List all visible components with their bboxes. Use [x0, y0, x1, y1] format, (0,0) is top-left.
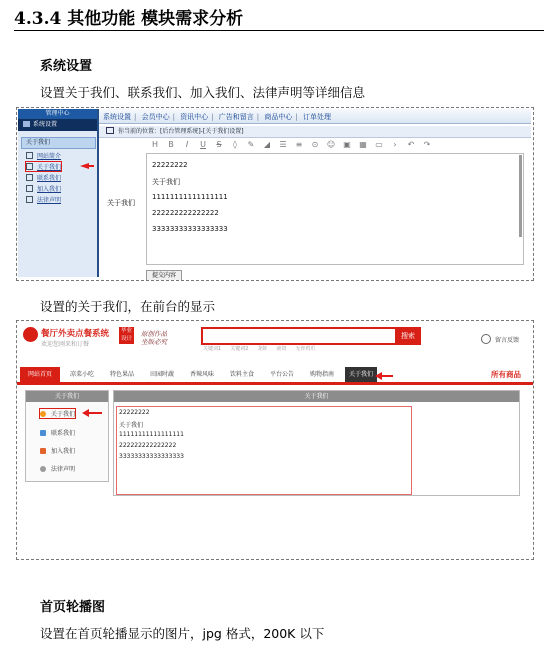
feedback-link[interactable] [481, 334, 519, 344]
numbered-list-icon[interactable]: ≡ [295, 140, 303, 149]
editor-line: 关于我们 [152, 178, 180, 186]
system-settings-description: 设置关于我们、联系我们、加入我们、法律声明等详细信息 [40, 85, 366, 100]
side-item-label: 关于我们 [51, 411, 76, 418]
admin-link-label: 加入我们 [37, 186, 62, 193]
content-line: 22222222 [119, 409, 150, 416]
admin-breadcrumb [99, 126, 531, 138]
hot-keyword[interactable]: 关键词1 [203, 346, 222, 352]
admin-link-legal[interactable] [26, 195, 61, 204]
slogan [141, 330, 167, 346]
admin-sidebar-selected-label: 系统设置 [33, 121, 58, 128]
search-button[interactable]: 搜索 [395, 327, 421, 345]
carousel-title: 首页轮播图 [40, 600, 106, 615]
carousel-description: 设置在首页轮播显示的图片，jpg 格式，200K 以下 [40, 626, 325, 641]
admin-sidebar-header: 管理中心 [18, 109, 97, 119]
front-sidebar [25, 390, 109, 482]
about-icon [40, 411, 46, 417]
admin-link-join[interactable] [26, 184, 61, 193]
page-icon [26, 196, 33, 203]
nav-item[interactable]: 凉菜小吃 [69, 371, 94, 378]
nav-item[interactable]: 平台公告 [269, 371, 294, 378]
folder-icon [23, 121, 30, 127]
admin-link-label: 网站简介 [37, 153, 62, 160]
slogan-line: 坐版必究 [141, 338, 167, 346]
admin-nav-item[interactable]: 会员中心 [141, 113, 170, 121]
admin-nav-item[interactable]: 订单处理 [302, 113, 331, 121]
admin-nav-item[interactable]: 系统设置 [103, 113, 131, 121]
content-line: 222222222222222 [119, 442, 177, 449]
join-icon [40, 448, 46, 454]
side-item-legal[interactable] [40, 464, 75, 473]
editor-line: 11111111111111111 [152, 193, 228, 201]
nav-item[interactable]: 田园时蔬 [149, 371, 174, 378]
video-icon[interactable]: ▭ [375, 140, 383, 149]
admin-nav-item[interactable]: 商品中心 [264, 113, 293, 121]
editor-line: 22222222 [152, 161, 188, 169]
image-icon[interactable]: ▣ [343, 140, 351, 149]
feedback-label: 留言反馈 [495, 337, 520, 344]
strikethrough-icon[interactable]: S [216, 140, 222, 149]
front-caption: 设置的关于我们，在前台的显示 [40, 299, 216, 314]
side-item-label: 加入我们 [51, 448, 76, 455]
admin-group-title-label: 关于我们 [26, 139, 51, 146]
gear-icon [40, 466, 46, 472]
admin-link-about[interactable] [26, 162, 61, 171]
side-item-label: 联系我们 [51, 430, 76, 437]
hot-keyword[interactable]: 龙虾 [257, 346, 268, 352]
table-icon[interactable]: ▦ [359, 140, 367, 149]
nav-about-active[interactable]: 关于我们 [345, 367, 377, 382]
side-item-label: 法律声明 [51, 466, 76, 473]
about-editor[interactable] [146, 153, 524, 265]
editor-line: 33333333333333333 [152, 225, 228, 233]
admin-breadcrumb-text: 你当前的位置：[后台管理系统]-[关于我们设置] [118, 128, 244, 135]
window-icon [106, 127, 114, 134]
italic-icon[interactable]: I [185, 140, 189, 149]
content-line: 关于我们 [119, 422, 144, 429]
hot-keywords [203, 345, 324, 352]
bullet-list-icon[interactable]: ☰ [279, 140, 287, 149]
eraser-icon[interactable]: ◊ [233, 140, 237, 149]
emoji-icon[interactable]: ☺ [326, 140, 336, 149]
logo-icon [23, 327, 38, 342]
front-main-panel [113, 390, 520, 496]
nav-home[interactable]: 网站首页 [20, 367, 60, 382]
front-main-header: 关于我们 [114, 391, 519, 402]
admin-group-title[interactable] [21, 137, 96, 149]
editor-scrollbar[interactable] [519, 155, 522, 237]
nav-item[interactable]: 特色果品 [109, 371, 134, 378]
color-icon[interactable]: ◢ [263, 140, 271, 149]
content-line: 33333333333333333 [119, 453, 184, 460]
front-main-nav [17, 367, 533, 385]
design-badge: 毕业设计 [120, 328, 132, 342]
admin-nav-item[interactable]: 广告和留言 [218, 113, 254, 121]
logo-subtitle: 欢迎您刚来和订餐 [41, 341, 90, 348]
brush-icon[interactable]: ✎ [247, 140, 255, 149]
admin-screenshot [16, 107, 534, 281]
admin-nav-item[interactable]: 资讯中心 [180, 113, 209, 121]
side-item-about[interactable] [40, 409, 75, 418]
hot-keyword[interactable]: 液饲 [276, 346, 287, 352]
side-item-join[interactable] [40, 446, 75, 455]
logo-title[interactable]: 餐厅外卖点餐系统 [41, 329, 110, 339]
page-icon [26, 185, 33, 192]
feedback-icon [481, 334, 491, 344]
all-products-link[interactable]: 所有商品 [491, 370, 521, 379]
admin-top-nav [99, 109, 531, 124]
side-item-contact[interactable] [40, 428, 75, 437]
admin-link-intro[interactable] [26, 151, 61, 160]
red-arrow-icon [374, 371, 394, 381]
slogan-line: 原创作品 [141, 330, 167, 338]
contact-icon [40, 430, 46, 436]
submit-button[interactable]: 提交内容 [146, 270, 182, 281]
front-about-content [116, 406, 412, 495]
content-line: 11111111111111111 [119, 431, 184, 438]
search-input[interactable] [201, 327, 397, 345]
heading-icon[interactable]: H [151, 140, 158, 149]
underline-icon[interactable]: U [200, 140, 206, 149]
system-settings-title: 系统设置 [40, 59, 93, 74]
section-heading: 4.3.4 其他功能 模块需求分析 [14, 9, 244, 29]
admin-sidebar [18, 109, 99, 277]
editor-line: 222222222222222 [152, 209, 219, 217]
source-icon[interactable]: › [393, 140, 397, 149]
page-icon [26, 163, 33, 170]
undo-icon[interactable]: ↶ [407, 140, 415, 149]
red-arrow-icon [79, 161, 95, 171]
front-sidebar-header: 关于我们 [26, 391, 108, 402]
nav-item[interactable]: 饮料主食 [229, 371, 254, 378]
admin-sidebar-selected[interactable] [18, 119, 97, 131]
page-icon [26, 152, 33, 159]
red-arrow-icon [81, 408, 103, 418]
bold-icon[interactable]: B [168, 140, 174, 149]
hot-keyword[interactable]: 关键词2 [230, 346, 249, 352]
heading-rule [14, 30, 544, 31]
admin-link-label: 关于我们 [37, 164, 62, 171]
admin-link-label: 联系我们 [37, 175, 62, 182]
editor-toolbar [147, 140, 525, 152]
hot-keyword[interactable]: 无骨鸡爪 [295, 346, 316, 352]
page-icon [26, 174, 33, 181]
code-icon[interactable]: ⊙ [311, 140, 319, 149]
admin-link-contact[interactable] [26, 173, 61, 182]
admin-nav-items: 系统设置 | 会员中心 | 资讯中心 | 广告和留言 | 商品中心 | 订单处理 [103, 113, 331, 121]
nav-item[interactable]: 香辣风味 [189, 371, 214, 378]
redo-icon[interactable]: ↷ [423, 140, 431, 149]
admin-link-label: 法律声明 [37, 197, 62, 204]
about-field-label: 关于我们 [107, 199, 135, 207]
nav-item[interactable]: 购物指南 [309, 371, 334, 378]
front-screenshot [16, 320, 534, 560]
